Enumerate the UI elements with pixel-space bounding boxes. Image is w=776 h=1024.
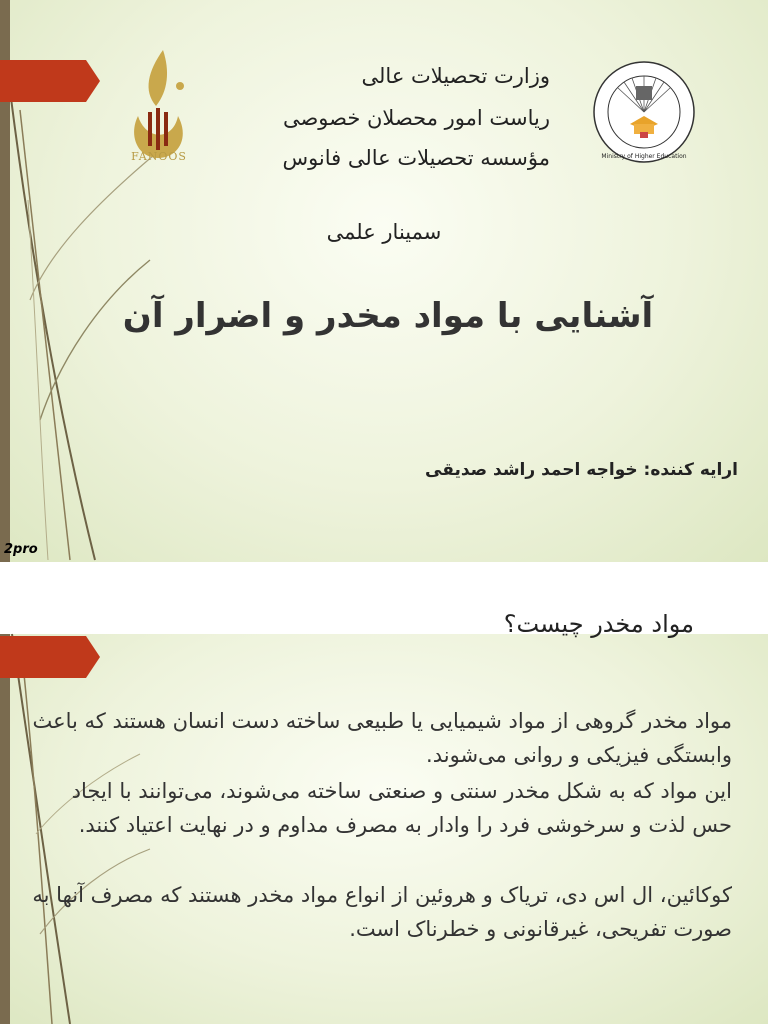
content-slide [0,610,768,1024]
seminar-label: سمینار علمی [326,220,442,244]
header-line-2: ریاست امور محصلان خصوصی [282,106,550,130]
accent-tab [0,636,100,678]
slide-heading: مواد مخدر چیست؟ [503,610,694,638]
seal-ring-text: Ministry of Higher Education [601,153,687,160]
header-line-3: مؤسسه تحصیلات عالی فانوس [282,146,550,170]
presenter-line: ارایه کننده: خواجه احمد راشد صدیقی [425,460,738,480]
watermark: 2pro [4,542,38,557]
slide-title: آشنایی با مواد مخدر و اضرار آن [122,296,654,336]
paragraph-1: مواد مخدر گروهی از مواد شیمیایی یا طبیعی ساخته دست انسان هستند که باعث وابستگی فیزیکی و روانی می‌شوند. [32,709,732,767]
ministry-seal-logo [590,58,698,166]
fanoos-logo [118,46,200,174]
header-line-1: وزارت تحصیلات عالی [361,64,550,88]
fanoos-wordmark: FANOOS [131,150,187,163]
paragraph-3: کوکائین، ال اس دی، تریاک و هروئین از انواع مواد مخدر هستند که مصرف آنها به صورت تفریحی، غیرقانونی و خطرناک است. [32,883,732,941]
paragraph-2: این مواد که به شکل مخدر سنتی و صنعتی ساخته می‌شوند، می‌توانند با ایجاد حس لذت و سرخوشی فرد را وادار به مصرف مداوم و در نهایت اعتیاد کنند. [71,779,732,837]
accent-tab [0,60,100,102]
